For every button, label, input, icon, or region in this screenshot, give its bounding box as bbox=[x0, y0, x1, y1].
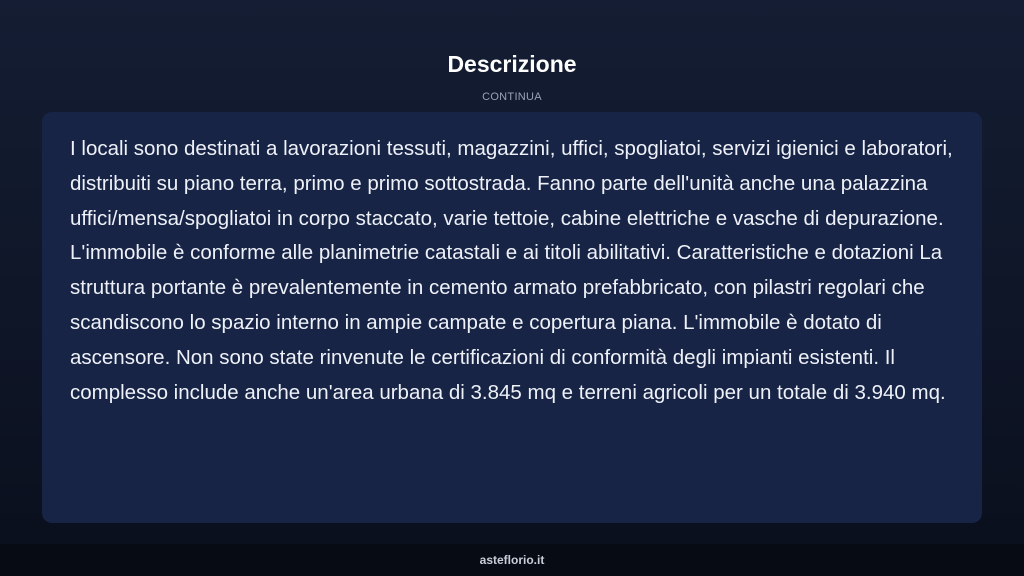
description-card bbox=[42, 112, 982, 523]
page-title: Descrizione bbox=[447, 51, 577, 77]
continue-label: CONTINUA bbox=[482, 91, 542, 103]
footer-site-label: asteflorio.it bbox=[479, 553, 545, 567]
description-text: I locali sono destinati a lavorazioni tessuti, magazzini, uffici, spogliatoi, servizi igienici e laboratori, distribuiti su piano terra, primo e primo sottostrada. Fanno parte dell'unità anche una palazzina uffici/mensa/spogliatoi in corpo staccato, varie tettoie, cabine elettriche e vasche di depurazione. L'immobile è conforme alle planimetrie catastali e ai titoli abilitativi. Caratteristiche e dotazioni La struttura portante è prevalentemente in cemento armato prefabbricato, con pilastri regolari che scandiscono lo spazio interno in ampie campate e copertura piana. L'immobile è dotato di ascensore. Non sono state rinvenute le certificazioni di conformità degli impianti esistenti. Il complesso include anche un'area urbana di 3.845 mq e terreni agricoli per un totale di 3.940 mq. bbox=[70, 137, 953, 404]
